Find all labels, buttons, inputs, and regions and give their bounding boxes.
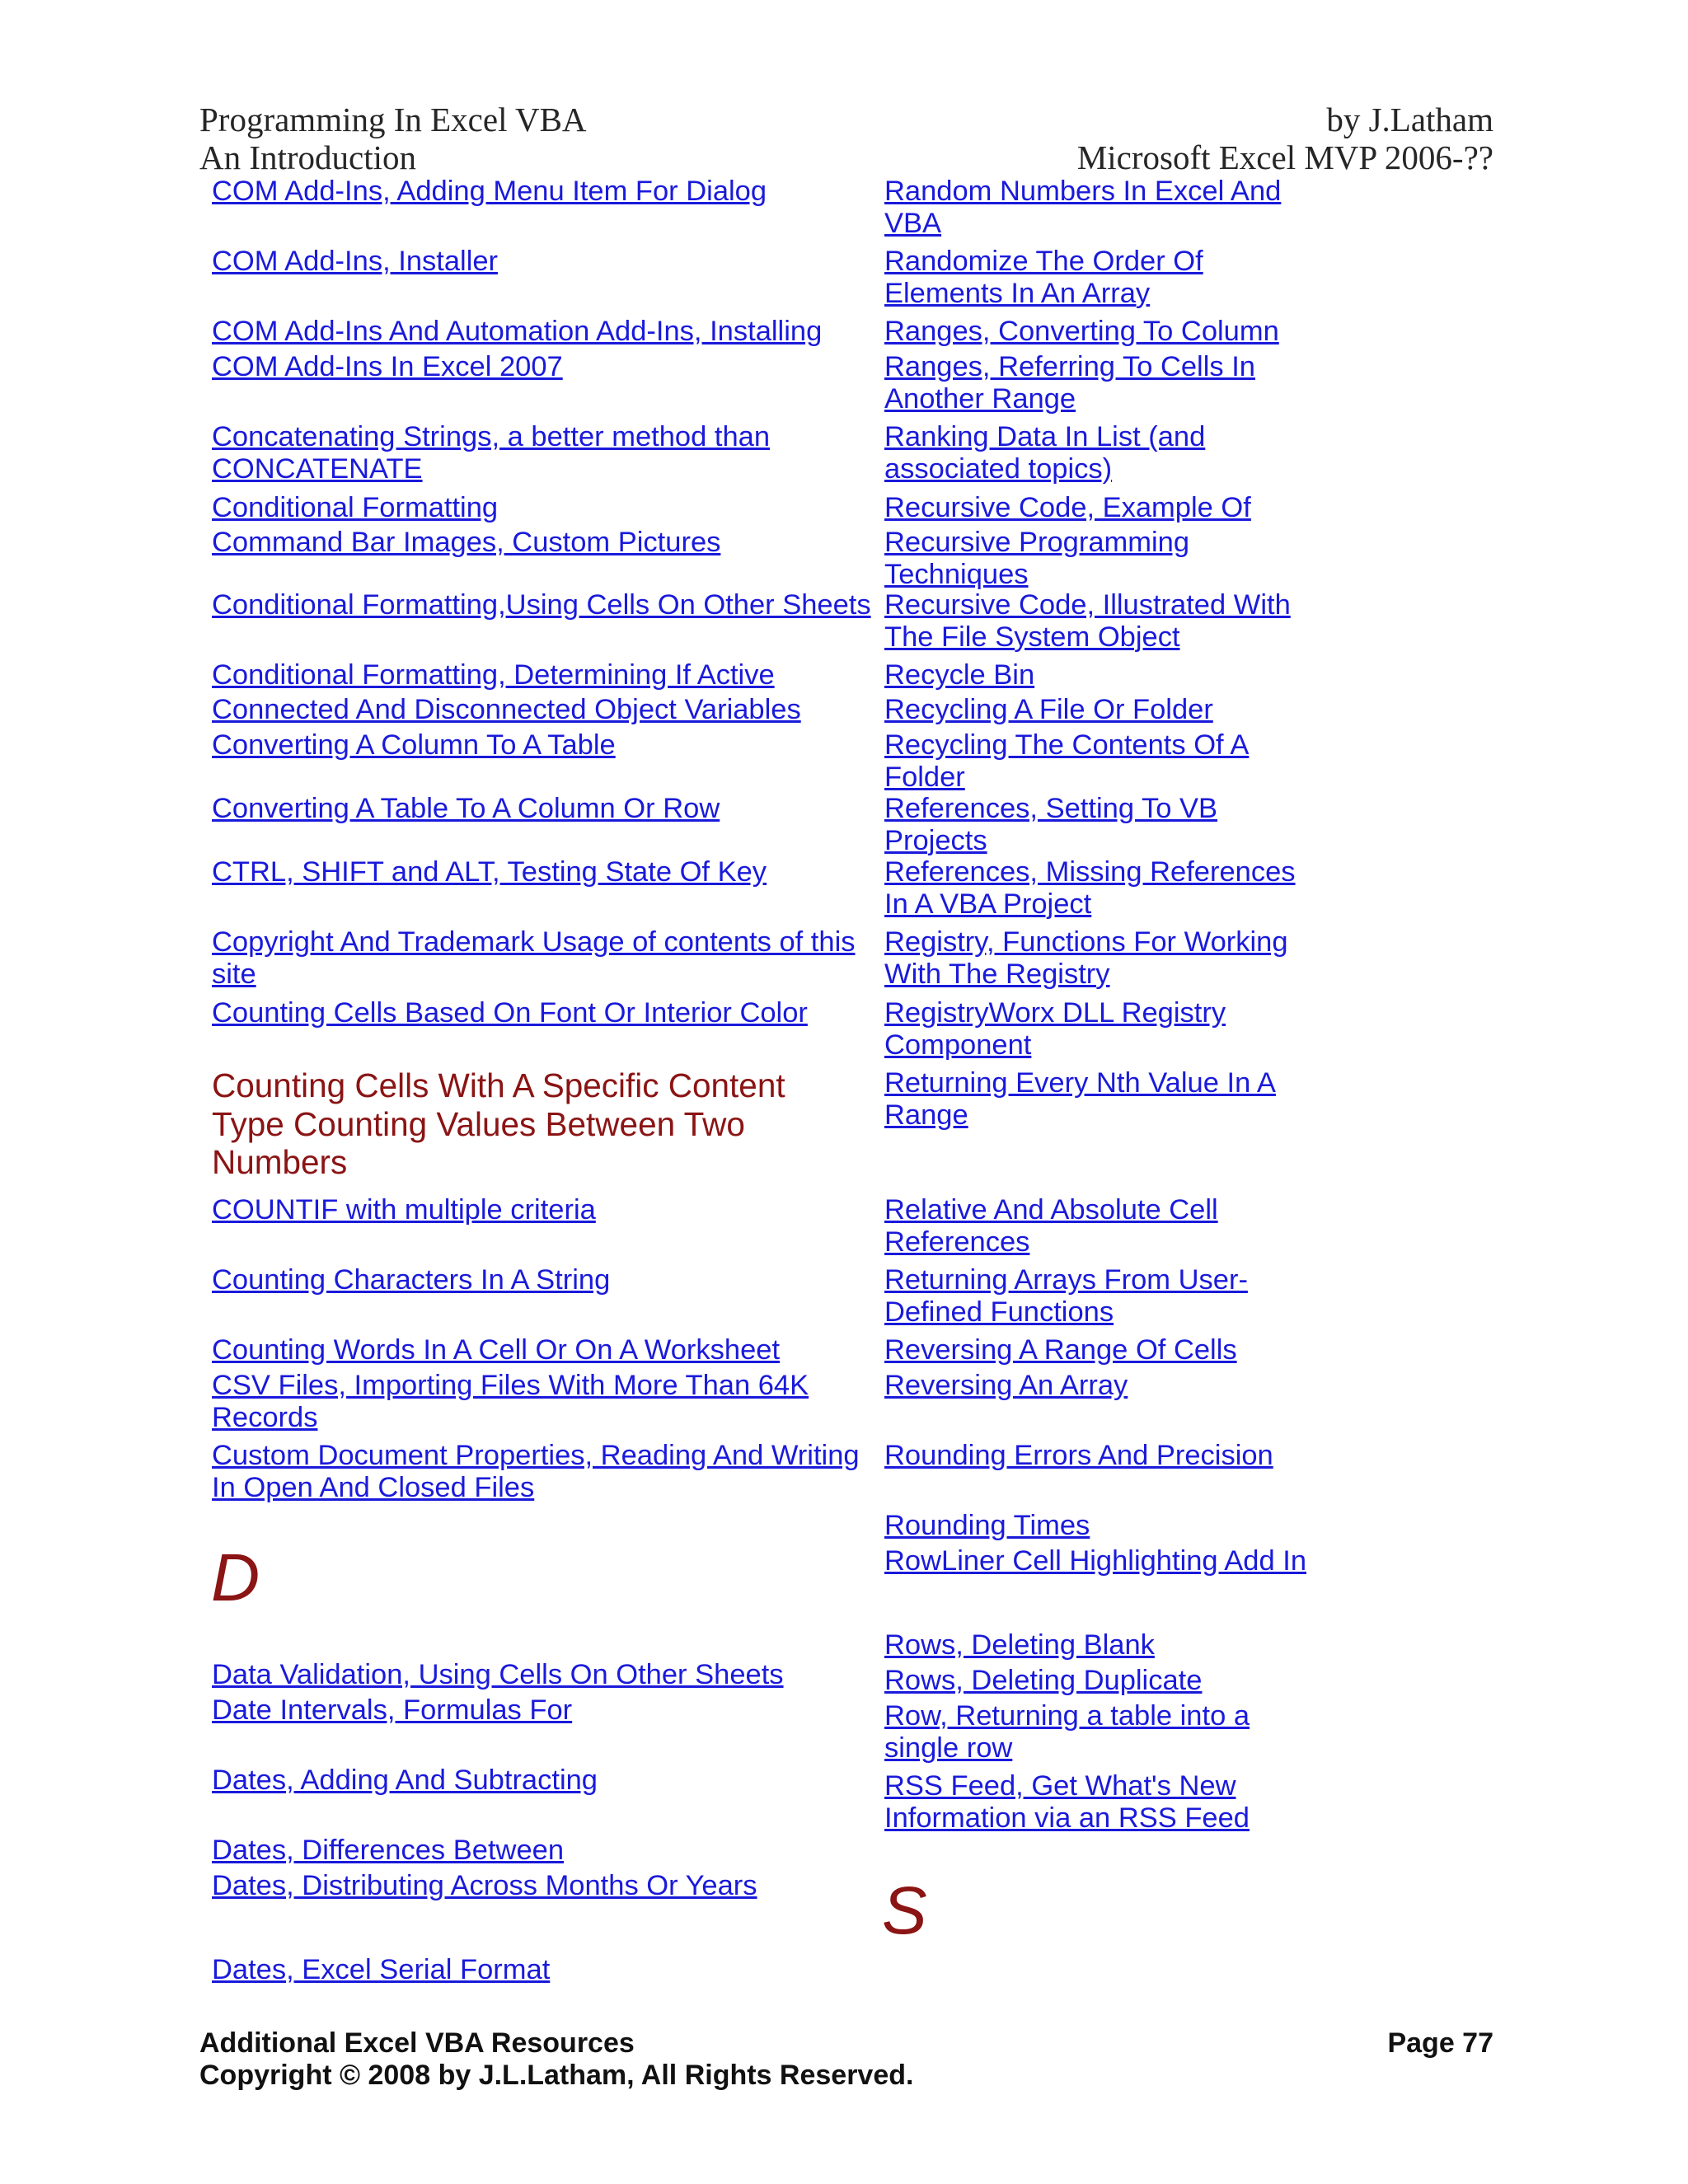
- section-letter-s: S: [882, 1873, 927, 1948]
- index-link[interactable]: COM Add-Ins, Adding Menu Item For Dialog: [212, 176, 767, 207]
- index-link[interactable]: Recycle Bin: [884, 659, 1035, 691]
- index-link[interactable]: COM Add-Ins, Installer: [212, 246, 499, 277]
- index-link[interactable]: Dates, Excel Serial Format: [212, 1954, 551, 1985]
- index-link[interactable]: Converting A Table To A Column Or Row: [212, 793, 720, 824]
- index-link[interactable]: Dates, Differences Between: [212, 1835, 565, 1866]
- index-link[interactable]: Date Intervals, Formulas For: [212, 1694, 573, 1726]
- index-link[interactable]: Reversing A Range Of Cells: [884, 1334, 1237, 1366]
- index-link[interactable]: COM Add-Ins In Excel 2007: [212, 351, 563, 382]
- index-link[interactable]: Recycling A File Or Folder: [884, 694, 1213, 725]
- index-link[interactable]: Copyright And Trademark Usage of contents of this site: [212, 926, 856, 990]
- index-link[interactable]: References, Setting To VB Projects: [884, 793, 1218, 856]
- section-letter-d: D: [211, 1540, 260, 1615]
- index-link[interactable]: Rounding Errors And Precision: [884, 1440, 1273, 1471]
- index-link[interactable]: Rows, Deleting Blank: [884, 1629, 1155, 1661]
- index-link[interactable]: Ranking Data In List (and associated topics): [884, 421, 1206, 485]
- index-link[interactable]: Recursive Programming Techniques: [884, 527, 1190, 590]
- index-link[interactable]: Rows, Deleting Duplicate: [884, 1665, 1203, 1696]
- index-link[interactable]: Counting Characters In A String: [212, 1264, 611, 1296]
- index-link[interactable]: Returning Arrays From User- Defined Functions: [884, 1264, 1248, 1328]
- footer-copyright: Copyright © 2008 by J.L.Latham, All Rights Reserved.: [199, 2060, 914, 2091]
- index-link[interactable]: RowLiner Cell Highlighting Add In: [884, 1545, 1307, 1577]
- index-link[interactable]: References, Missing References In A VBA Project: [884, 856, 1296, 920]
- index-link[interactable]: Recycling The Contents Of A Folder: [884, 729, 1250, 793]
- index-link[interactable]: Custom Document Properties, Reading And Writing In Open And Closed Files: [212, 1440, 860, 1503]
- index-link[interactable]: Counting Words In A Cell Or On A Worksheet: [212, 1334, 781, 1366]
- document-title: Programming In Excel VBA: [199, 101, 587, 138]
- index-link[interactable]: Conditional Formatting,Using Cells On Other Sheets: [212, 589, 871, 621]
- author-title: Microsoft Excel MVP 2006-??: [1076, 138, 1493, 176]
- document-subtitle: An Introduction: [199, 138, 417, 176]
- index-link[interactable]: Randomize The Order Of Elements In An Array: [884, 246, 1203, 309]
- index-link[interactable]: CSV Files, Importing Files With More Than 64K Records: [212, 1370, 809, 1433]
- footer-resources-title: Additional Excel VBA Resources: [199, 2027, 635, 2059]
- index-link[interactable]: Rounding Times: [884, 1510, 1090, 1541]
- index-link[interactable]: Concatenating Strings, a better method than CONCATENATE: [212, 421, 771, 485]
- index-link[interactable]: Converting A Column To A Table: [212, 729, 616, 761]
- index-link[interactable]: COM Add-Ins And Automation Add-Ins, Installing: [212, 316, 823, 347]
- index-link[interactable]: RSS Feed, Get What's New Information via an RSS Feed: [884, 1770, 1250, 1834]
- index-link[interactable]: Returning Every Nth Value In A Range: [884, 1067, 1276, 1131]
- index-link[interactable]: Connected And Disconnected Object Variables: [212, 694, 801, 725]
- author-name: by J.Latham: [1326, 101, 1493, 138]
- index-link[interactable]: Dates, Distributing Across Months Or Years: [212, 1870, 757, 1901]
- index-link[interactable]: Relative And Absolute Cell References: [884, 1194, 1218, 1258]
- header-right: [1077, 101, 1493, 176]
- index-link[interactable]: Row, Returning a table into a single row: [884, 1700, 1250, 1764]
- index-link[interactable]: Ranges, Converting To Column: [884, 316, 1279, 347]
- page-number: Page 77: [1387, 2027, 1493, 2059]
- index-link[interactable]: COUNTIF with multiple criteria: [212, 1194, 596, 1226]
- index-link[interactable]: RegistryWorx DLL Registry Component: [884, 997, 1226, 1061]
- index-link[interactable]: Dates, Adding And Subtracting: [212, 1765, 598, 1796]
- index-link[interactable]: Counting Cells Based On Font Or Interior Color: [212, 997, 808, 1029]
- index-link[interactable]: Conditional Formatting: [212, 492, 499, 523]
- header-left: [199, 101, 587, 176]
- index-link[interactable]: CTRL, SHIFT and ALT, Testing State Of Key: [212, 856, 767, 888]
- index-link[interactable]: Data Validation, Using Cells On Other Sheets: [212, 1659, 784, 1690]
- index-link[interactable]: Recursive Code, Example Of: [884, 492, 1251, 523]
- footer-left: [199, 2027, 913, 2092]
- index-link[interactable]: Ranges, Referring To Cells In Another Range: [884, 351, 1255, 415]
- index-link[interactable]: Command Bar Images, Custom Pictures: [212, 527, 721, 558]
- index-heading: Counting Cells With A Specific Content Type Counting Values Between Two Numbers: [212, 1066, 785, 1181]
- index-link[interactable]: Recursive Code, Illustrated With The File System Object: [884, 589, 1291, 653]
- index-link[interactable]: Conditional Formatting, Determining If Active: [212, 659, 775, 691]
- index-link[interactable]: Reversing An Array: [884, 1370, 1128, 1401]
- index-link[interactable]: Registry, Functions For Working With The Registry: [884, 926, 1288, 990]
- index-link[interactable]: Random Numbers In Excel And VBA: [884, 176, 1282, 239]
